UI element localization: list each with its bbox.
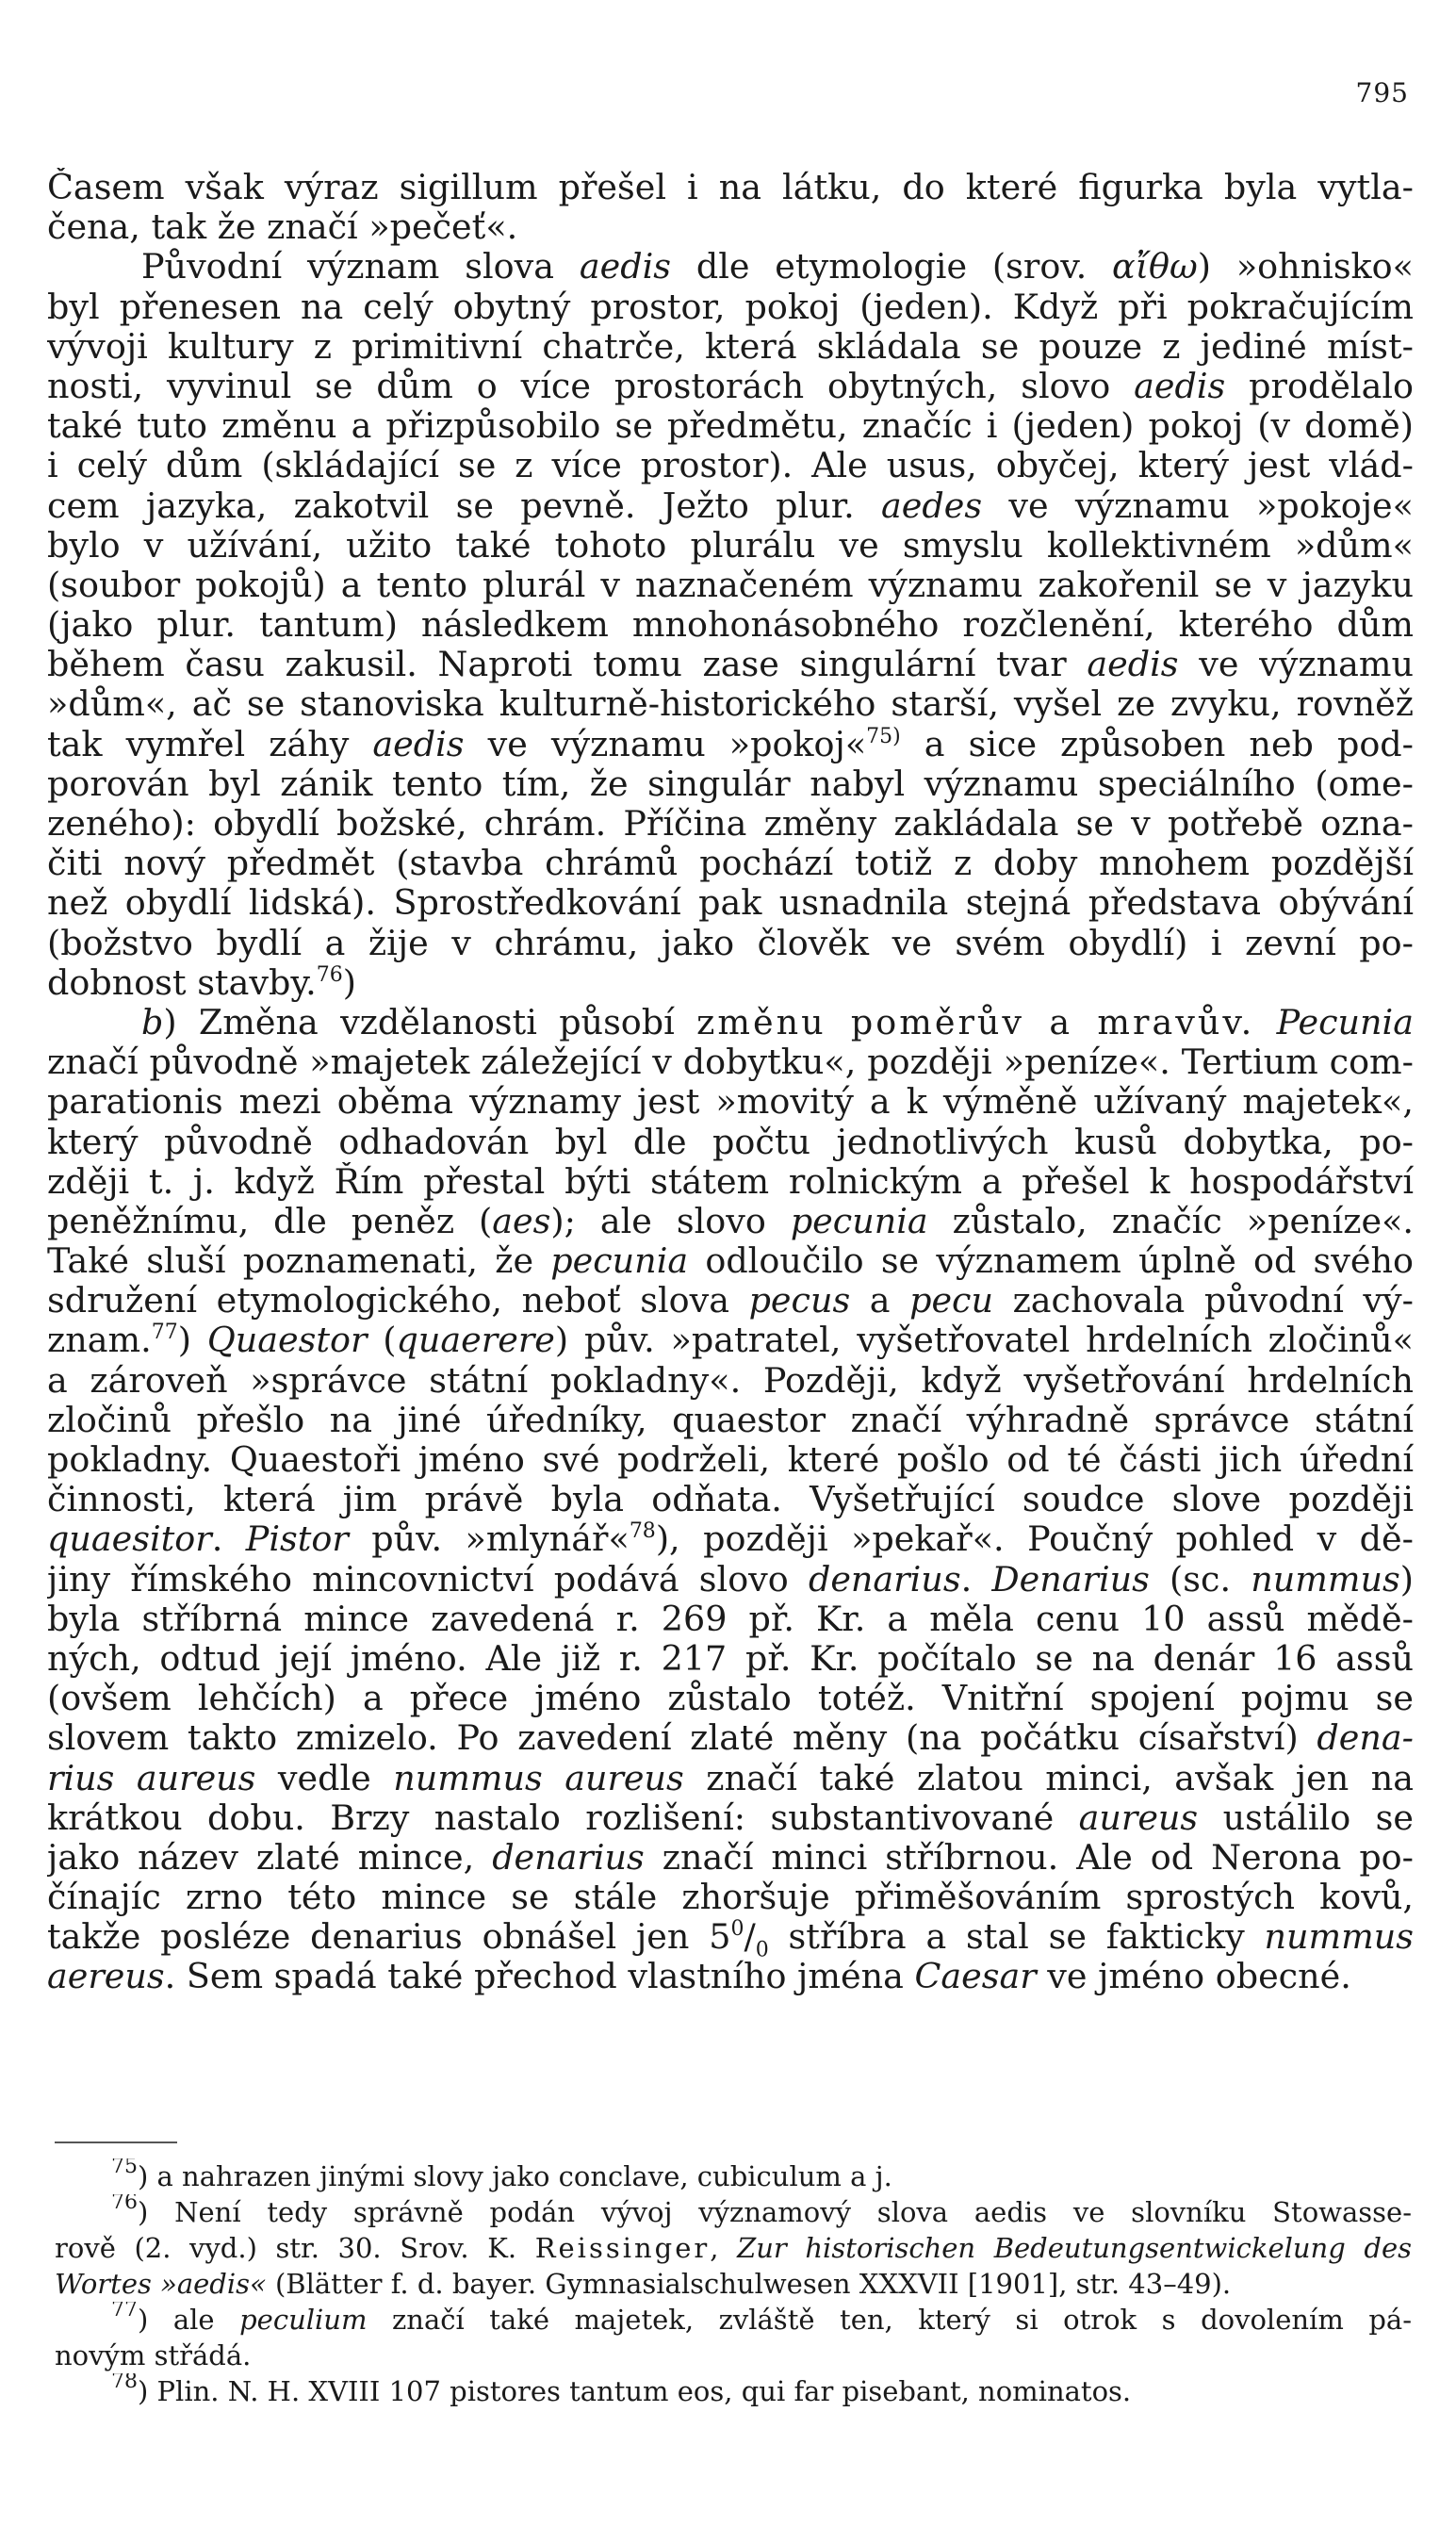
- text-run: a zároveň »správce státní pokladny«. Později, když vyšetřování hrdelních: [47, 1360, 1414, 1401]
- text-run: sdružení etymologického, neboť slova: [47, 1281, 749, 1321]
- text-run: značí také majetek, zvláště ten, který si otrok s dovolením pá-: [367, 2304, 1412, 2336]
- italic-term: nummus: [1251, 1559, 1400, 1600]
- footnote-line: [55, 2338, 1412, 2373]
- italic-term: aereus: [47, 1957, 165, 1997]
- text-run: parationis mezi oběma významy jest »movitý a k výměně užívaný majetek«,: [47, 1082, 1414, 1123]
- text-run: ve významu »pokoj«: [464, 724, 867, 764]
- italic-term: quaesitor: [47, 1519, 212, 1560]
- text-line: [47, 1838, 1414, 1878]
- text-line: [47, 1917, 1414, 1957]
- footnote-ref: 75): [866, 724, 901, 748]
- italic-term: nummus aureus: [393, 1758, 684, 1798]
- text-line: [47, 844, 1414, 883]
- text-line: [47, 446, 1414, 485]
- text-line: [47, 327, 1414, 367]
- text-run: . Sem spadá také přechod vlastního jména: [164, 1957, 915, 1997]
- footnote-line: [55, 2230, 1412, 2266]
- text-run: ných, odtud její jméno. Ale již r. 217 př. Kr. počítalo se na denár 16 assů: [47, 1638, 1414, 1679]
- text-run: který původně odhadován byl dle počtu jednotlivých kusů dobytka, po-: [47, 1122, 1414, 1162]
- footnotes: [55, 2158, 1412, 2409]
- text-line: [47, 804, 1414, 844]
- text-line: [47, 1082, 1414, 1122]
- text-line: [47, 1798, 1414, 1838]
- text-run: vedle: [255, 1758, 394, 1798]
- italic-term: aedis: [1087, 645, 1179, 685]
- italic-term: aedes: [881, 485, 983, 526]
- footnote-ref: 76: [111, 2194, 138, 2214]
- italic-term: denarius: [808, 1559, 961, 1600]
- italic-term: nummus: [1264, 1917, 1414, 1958]
- text-run: (soubor pokojů) a tento plurál v naznačeném významu zakořenil se v jazyku: [47, 565, 1414, 605]
- text-run: bylo v užívání, užito také tohoto plurálu ve smyslu kollektivném »dům«: [47, 525, 1414, 566]
- text-run: .: [960, 1559, 992, 1600]
- text-run: »dům«, ač se stanoviska kulturně-historického starší, vyšel ze zvyku, rovněž: [47, 684, 1414, 725]
- text-run: odloučilo se významem úplně od svého: [688, 1241, 1414, 1282]
- footnote-line: [55, 2302, 1412, 2338]
- text-line: [47, 1878, 1414, 1917]
- footnote-ref: 78: [111, 2373, 138, 2393]
- text-run: takže posléze denarius obnášel jen 5: [47, 1917, 731, 1958]
- text-run: ): [177, 1321, 207, 1361]
- text-line: [47, 883, 1414, 923]
- italic-term: dena-: [1317, 1718, 1414, 1759]
- text-run: ); ale slovo: [550, 1201, 791, 1241]
- italic-term: aes: [492, 1201, 551, 1241]
- text-run: Původní význam slova: [141, 247, 580, 287]
- text-line: [47, 684, 1414, 724]
- text-run: zločinů přešlo na jiné úředníky, quaestor značí výhradně správce státní: [47, 1400, 1414, 1440]
- text-run: a: [850, 1281, 910, 1321]
- text-line: [47, 1480, 1414, 1519]
- footnote-line: [55, 2373, 1412, 2409]
- italic-term: pecu: [909, 1281, 994, 1321]
- footnote-ref: 75: [111, 2158, 138, 2178]
- italic-term: αἴθω: [1112, 247, 1198, 287]
- text-run: peněžnímu, dle peněz (: [47, 1201, 493, 1241]
- text-run: ): [342, 962, 356, 1003]
- text-run: nosti, vyvinul se dům o více prostorách obytných, slovo: [47, 366, 1135, 406]
- text-run: 0: [755, 1938, 769, 1958]
- text-run: ) Není tedy správně podán vývoj významový slova aedis ve slovníku Stowasse-: [138, 2196, 1412, 2228]
- text-run: značí minci stříbrnou. Ale od Nerona po-: [644, 1837, 1414, 1878]
- text-line: [47, 406, 1414, 446]
- text-run: /: [744, 1917, 756, 1958]
- text-run: během času zakusil. Naproti tomu zase singulární tvar: [47, 645, 1088, 685]
- italic-term: denarius: [492, 1837, 645, 1878]
- text-run: čena, tak že značí »pečeť«.: [47, 207, 518, 248]
- footnote-separator: [55, 2141, 177, 2143]
- text-line: [47, 566, 1414, 605]
- text-line: [47, 1600, 1414, 1639]
- text-line: [47, 1162, 1414, 1202]
- text-run: pův. »mlynář«: [348, 1519, 630, 1560]
- text-run: zeného): obydlí božské, chrám. Příčina změny zakládala se v potřebě ozna-: [47, 804, 1414, 844]
- text-line: [47, 725, 1414, 764]
- text-run: změnu poměrův a mravův.: [696, 1002, 1255, 1042]
- italic-term: Denarius: [991, 1559, 1150, 1600]
- text-run: slovem takto zmizelo. Po zavedení zlaté měny (na počátku císařství): [47, 1718, 1317, 1759]
- text-line: [47, 1003, 1414, 1042]
- main-text: [47, 168, 1414, 1997]
- text-run: zději t. j. když Řím přestal býti státem rolnickým a přešel k hospodářství: [47, 1161, 1414, 1202]
- text-run: ) ale: [138, 2304, 240, 2336]
- text-run: (sc.: [1149, 1559, 1252, 1600]
- text-run: ve jméno obecné.: [1036, 1957, 1351, 1997]
- italic-term: aedis: [372, 724, 465, 764]
- italic-term: Quaestor: [206, 1321, 368, 1361]
- text-run: (božstvo bydlí a žije v chrámu, jako člověk ve svém obydlí) i zevní po-: [47, 923, 1414, 963]
- text-line: [47, 1202, 1414, 1241]
- text-run: dle etymologie (srov.: [670, 247, 1113, 287]
- text-run: ): [1399, 1559, 1414, 1600]
- italic-term: pecunia: [550, 1241, 689, 1282]
- text-run: Reissinger: [534, 2232, 711, 2264]
- text-run: ) Plin. N. H. XVIII 107 pistores tantum eos, qui far pisebant, nominatos.: [138, 2375, 1132, 2407]
- text-run: stříbra a stal se fakticky: [768, 1917, 1265, 1958]
- text-line: [47, 963, 1414, 1003]
- text-line: [47, 247, 1414, 287]
- text-line: [47, 1241, 1414, 1281]
- text-run: zůstalo, značíc »peníze«.: [927, 1201, 1414, 1241]
- text-run: ) Změna vzdělanosti působí: [163, 1002, 697, 1042]
- text-line: [47, 1718, 1414, 1758]
- text-run: (: [367, 1321, 397, 1361]
- italic-term: Pistor: [245, 1519, 349, 1560]
- text-line: [47, 1639, 1414, 1679]
- text-line: [47, 486, 1414, 526]
- text-line: [47, 1519, 1414, 1559]
- footnote-ref: 77: [151, 1321, 178, 1345]
- footnote-ref: 0: [730, 1917, 744, 1942]
- text-run: zachovala původní vý-: [993, 1281, 1414, 1321]
- text-line: [47, 1281, 1414, 1321]
- text-run: porován byl zánik tento tím, že singulár nabyl významu speciálního (ome-: [47, 763, 1414, 804]
- text-line: [47, 207, 1414, 247]
- text-run: ) »ohnisko«: [1197, 247, 1414, 287]
- footnote-line: [55, 2158, 1412, 2194]
- footnote-ref: 76: [316, 962, 343, 987]
- text-line: [47, 168, 1414, 207]
- text-line: [47, 764, 1414, 804]
- text-run: Časem však výraz sigillum přešel i na látku, do které figurka byla vytla-: [47, 168, 1414, 207]
- text-run: Také sluší poznamenati, že: [47, 1241, 551, 1282]
- italic-term: pecunia: [790, 1201, 928, 1241]
- text-run: (jako plur. tantum) následkem mnohonásobného rozčlenění, kterého dům: [47, 605, 1414, 646]
- italic-term: Zur historischen Bedeutungsentwickelung des: [737, 2232, 1412, 2264]
- text-run: i celý dům (skládající se z více prostor). Ale usus, obyčej, který jest vlád-: [47, 446, 1414, 486]
- text-run: také tuto změnu a přizpůsobilo se předmětu, značíc i (jeden) pokoj (v domě): [47, 406, 1414, 447]
- text-line: [47, 1957, 1414, 1996]
- text-line: [47, 1560, 1414, 1600]
- text-line: [47, 1401, 1414, 1440]
- text-run: jiny římského mincovnictví podává slovo: [47, 1559, 809, 1600]
- text-run: ve významu »pokoje«: [982, 485, 1414, 526]
- text-run: (ovšem lehčích) a přece jméno zůstalo totéž. Vnitřní spojení pojmu se: [47, 1679, 1414, 1719]
- text-run: krátkou dobu. Brzy nastalo rozlišení: substantivované: [47, 1797, 1079, 1838]
- text-run: čínajíc zrno této mince se stále zhoršuje přiměšováním sprostých kovů,: [47, 1878, 1414, 1918]
- text-run: tak vymřel záhy: [47, 724, 373, 764]
- text-run: ve významu: [1178, 645, 1414, 685]
- text-run: vývoji kultury z primitivní chatrče, která skládala se pouze z jediné míst-: [47, 326, 1414, 367]
- text-run: byl přenesen na celý obytný prostor, pokoj (jeden). Když při pokračujícím: [47, 287, 1414, 327]
- italic-term: rius aureus: [47, 1758, 256, 1798]
- text-run: ustálilo se: [1198, 1797, 1414, 1838]
- text-line: [47, 1361, 1414, 1401]
- italic-term: aureus: [1078, 1797, 1199, 1838]
- text-run: ) a nahrazen jinými slovy jako conclave, cubiculum a j.: [138, 2160, 892, 2192]
- text-run: značí také zlatou minci, avšak jen na: [683, 1758, 1414, 1798]
- footnote-ref: 78: [629, 1519, 656, 1544]
- text-run: ) pův. »patratel, vyšetřovatel hrdelních zločinů«: [554, 1321, 1414, 1361]
- footnote-line: [55, 2266, 1412, 2302]
- text-line: [47, 1679, 1414, 1718]
- text-line: [47, 645, 1414, 684]
- text-line: [47, 1321, 1414, 1360]
- text-line: [47, 605, 1414, 645]
- text-run: čiti nový předmět (stavba chrámů pochází totiž z doby mnohem pozdější: [47, 844, 1414, 884]
- italic-term: aedis: [1134, 366, 1226, 406]
- text-run: ), později »pekař«. Poučný pohled v dě-: [655, 1519, 1414, 1560]
- text-line: [47, 1042, 1414, 1082]
- text-line: [47, 526, 1414, 566]
- footnote-ref: 77: [111, 2302, 138, 2322]
- text-run: ,: [710, 2232, 738, 2264]
- text-run: činnosti, která jim právě byla odňata. Vyšetřující soudce slove později: [47, 1480, 1414, 1520]
- text-run: novým střádá.: [55, 2339, 252, 2371]
- text-run: pokladny. Quaestoři jméno své podrželi, které pošlo od té části jich úřední: [47, 1440, 1414, 1480]
- text-run: [1254, 1003, 1276, 1042]
- text-run: a sice způsoben neb pod-: [900, 724, 1414, 764]
- text-line: [47, 287, 1414, 327]
- italic-term: Wortes »aedis«: [55, 2268, 267, 2300]
- text-run: byla stříbrná mince zavedená r. 269 př. Kr. a měla cenu 10 assů mědě-: [47, 1599, 1414, 1639]
- italic-term: b: [141, 1002, 164, 1042]
- text-line: [47, 367, 1414, 406]
- text-run: dobnost stavby.: [47, 962, 317, 1003]
- text-run: rově (2. vyd.) str. 30. Srov. K.: [55, 2232, 535, 2264]
- italic-term: Caesar: [914, 1957, 1037, 1997]
- text-line: [47, 1123, 1414, 1162]
- text-line: [47, 1440, 1414, 1480]
- text-run: prodělalo: [1225, 366, 1414, 406]
- italic-term: peculium: [239, 2304, 368, 2336]
- text-run: jako název zlaté mince,: [47, 1837, 493, 1878]
- italic-term: quaerere: [396, 1321, 555, 1361]
- page-number: 795: [1355, 77, 1409, 108]
- text-run: cem jazyka, zakotvil se pevně. Ježto plur.: [47, 485, 882, 526]
- text-run: znam.: [47, 1321, 152, 1361]
- text-run: .: [211, 1519, 246, 1560]
- italic-term: aedis: [579, 247, 671, 287]
- italic-term: Pecunia: [1276, 1002, 1414, 1042]
- text-line: [47, 924, 1414, 963]
- text-line: [47, 1759, 1414, 1798]
- footnote-line: [55, 2194, 1412, 2230]
- text-run: (Blätter f. d. bayer. Gymnasialschulwesen XXXVII [1901], str. 43–49).: [266, 2268, 1232, 2300]
- text-run: značí původně »majetek záležející v dobytku«, později »peníze«. Tertium com-: [47, 1042, 1414, 1083]
- text-run: než obydlí lidská). Sprostředkování pak usnadnila stejná představa obývání: [47, 883, 1414, 924]
- italic-term: pecus: [748, 1281, 851, 1321]
